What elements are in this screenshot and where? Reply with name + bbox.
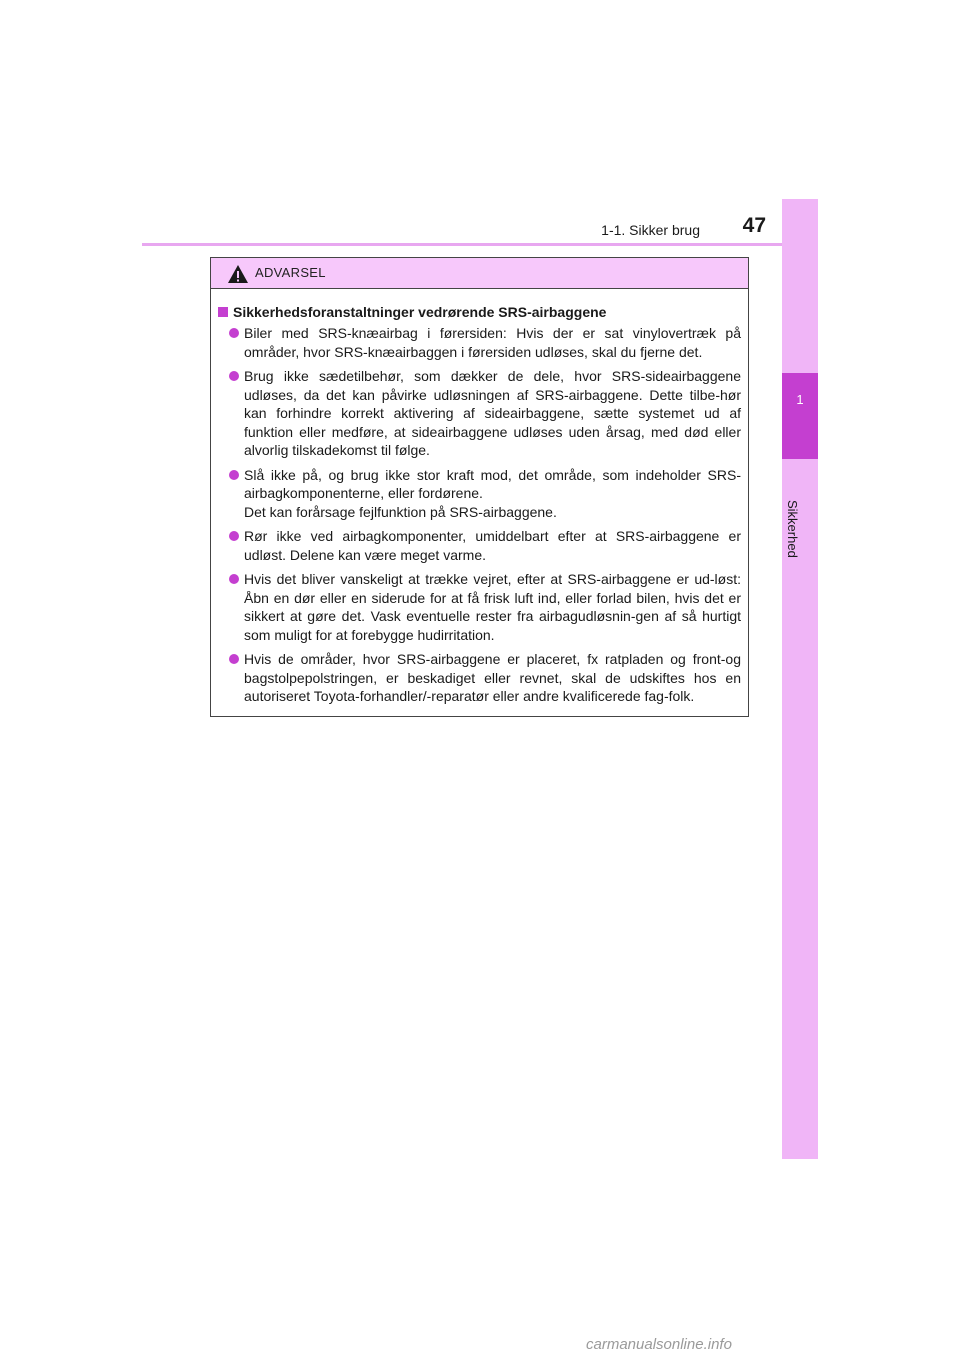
dot-bullet-icon [229,470,239,480]
list-item [218,367,741,460]
page-number: 47 [742,214,766,237]
warning-triangle-icon [227,264,249,284]
warning-box [210,257,749,717]
list-item-text: Brug ikke sædetilbehør, som dækker de dele, hvor SRS-sideairbaggene udløses, da det kan påvirke udløsningen af SRS-airbaggene. Dette tilbe-hør kan forhindre korrekt aktivering af sideairbaggene, sætte systemet ud af funktion eller medføre, at sideairbaggene udløses uden årsag, med død eller alvorlig tilskadekomst til følge. [244,368,741,458]
warning-header [211,258,748,289]
list-item [218,570,741,644]
chapter-label: Sikkerhed [785,500,800,558]
header-rule [142,243,818,246]
dot-bullet-icon [229,654,239,664]
list-item-text: Biler med SRS-knæairbag i førersiden: Hvis der er sat vinylovertræk på områder, hvor SRS-knæairbaggen i førersiden udløses, skal du fjerne det. [244,325,741,360]
warning-content [211,289,748,706]
watermark: carmanualsonline.info [586,1336,732,1353]
heading-text: Sikkerhedsforanstaltninger vedrørende SRS-airbaggene [233,304,607,320]
dot-bullet-icon [229,371,239,381]
chapter-side-tab [782,199,818,1159]
list-item [218,324,741,361]
square-bullet-icon [218,307,228,317]
dot-bullet-icon [229,574,239,584]
chapter-active-marker [782,373,818,459]
list-item-text: Slå ikke på, og brug ikke stor kraft mod, det område, som indeholder SRS-airbagkomponenterne, eller fordørene. Det kan forårsage fejlfunktion på SRS-airbaggene. [244,466,741,520]
list-item-text: Hvis de områder, hvor SRS-airbaggene er placeret, fx ratpladen og front-og bagstolpepolstringen, er beskadiget eller revnet, skal de udskiftes hos en autoriseret Toyota-forhandler/-reparatør eller andre kvalificerede fag-folk. [244,651,741,704]
dot-bullet-icon [229,531,239,541]
list-item-text: Rør ikke ved airbagkomponenter, umiddelbart efter at SRS-airbaggene er udløst. Delene kan være meget varme. [244,528,741,563]
list-item-text: Hvis det bliver vanskeligt at trække vejret, efter at SRS-airbaggene er ud-løst: Åbn en dør eller en siderude for at få frisk luft ind, eller forlad bilen, hvis det er sikkert at gøre det. Vask eventuelle rester fra airbagudløsnin-gen af så hurtigt som muligt for at forebygge hudirritation. [244,571,741,643]
chapter-number: 1 [796,392,804,407]
section-title: 1-1. Sikker brug [601,222,700,238]
content-heading [218,303,741,322]
list-item [218,466,741,522]
list-item [218,527,741,564]
warning-item-list [218,324,741,706]
warning-label: ADVARSEL [255,265,326,280]
list-item [218,650,741,706]
dot-bullet-icon [229,328,239,338]
